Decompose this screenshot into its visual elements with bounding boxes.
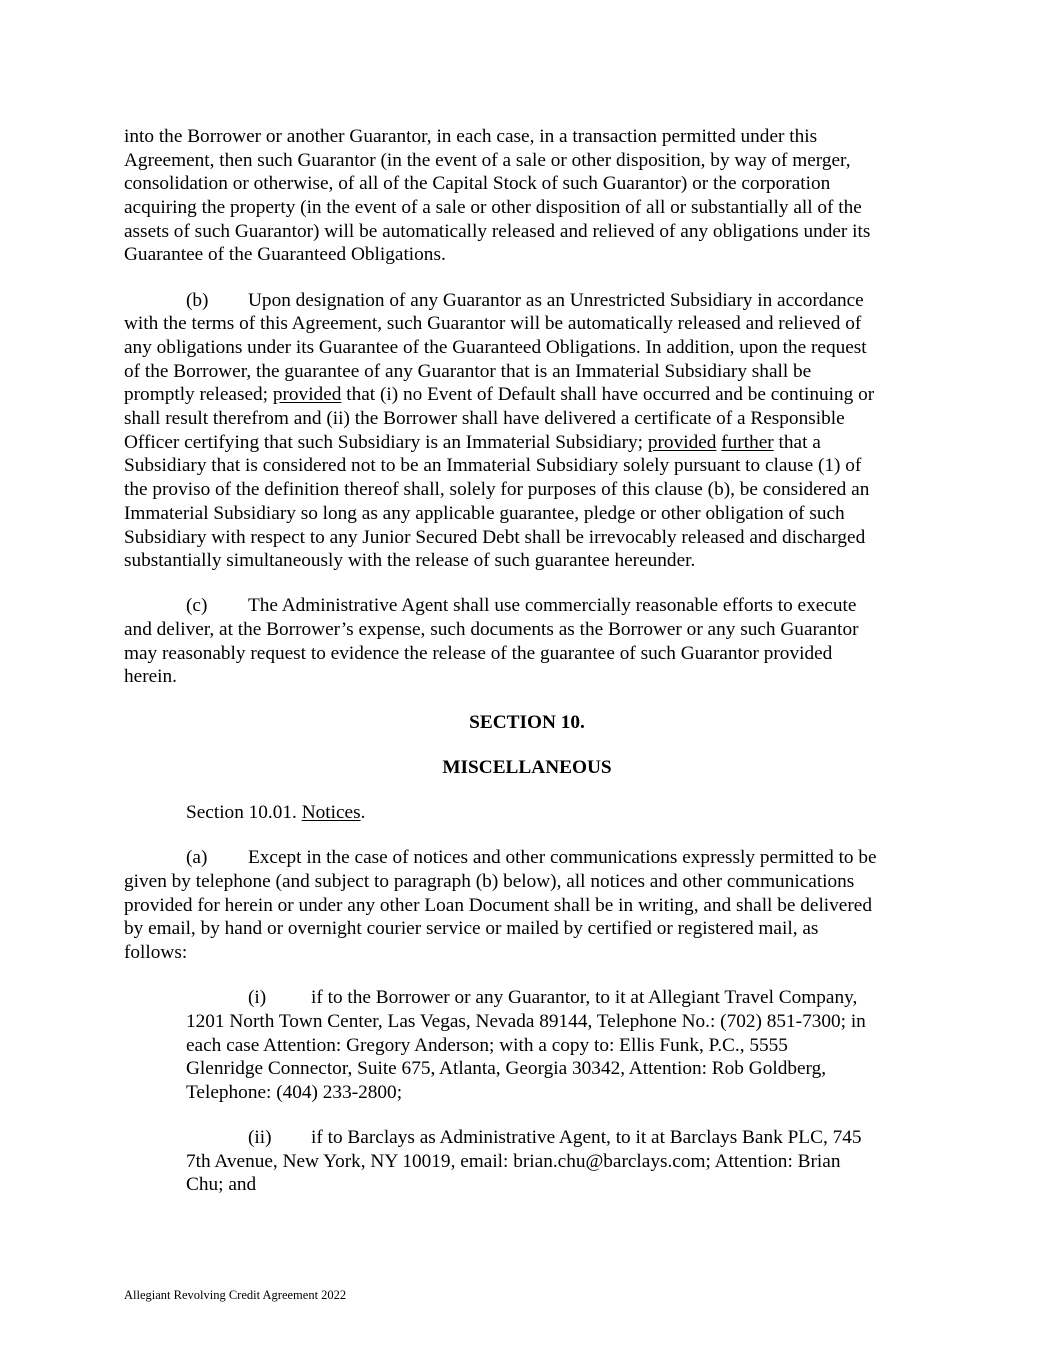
text-line — [124, 594, 944, 618]
text-line — [124, 454, 944, 478]
item-label: (c) — [186, 595, 208, 617]
line-text: if to Barclays as Administrative Agent, to it at Barclays Bank PLC, 745 — [311, 1127, 862, 1149]
line-text: shall result therefrom and (ii) the Borrower shall have delivered a certificate of a Responsible — [124, 408, 845, 430]
underlined-term: provided — [647, 431, 717, 453]
section-title — [124, 801, 944, 825]
line-text: that a — [773, 431, 821, 453]
line-text: may reasonably request to evidence the release of the guarantee of such Guarantor provided — [124, 642, 833, 664]
line-text: Agreement, then such Guarantor (in the event of a sale or other disposition, by way of merger, — [124, 149, 851, 171]
text-line — [124, 196, 944, 220]
document-body — [124, 125, 944, 1219]
text-line — [186, 1173, 944, 1197]
section-heading — [124, 756, 930, 780]
line-text: SECTION 10. — [469, 711, 585, 733]
text-line — [124, 478, 944, 502]
paragraph — [124, 846, 944, 964]
underlined-term: provided — [272, 384, 342, 406]
text-line — [186, 1150, 944, 1174]
text-line — [124, 243, 944, 267]
line-text: of the Borrower, the guarantee of any Guarantor that is an Immaterial Subsidiary shall be — [124, 360, 812, 382]
text-line — [124, 711, 930, 735]
line-text: Upon designation of any Guarantor as an Unrestricted Subsidiary in accordance — [248, 289, 864, 311]
text-line — [124, 172, 944, 196]
text-line — [124, 336, 944, 360]
text-line — [124, 894, 944, 918]
line-text: into the Borrower or another Guarantor, in each case, in a transaction permitted under this — [124, 126, 818, 147]
line-text: Subsidiary that is considered not to be an Immaterial Subsidiary solely pursuant to clause (1) of — [124, 455, 862, 477]
line-text: Officer certifying that such Subsidiary is an Immaterial Subsidiary; — [124, 431, 648, 453]
item-label: (b) — [186, 289, 209, 311]
text-line — [186, 1057, 944, 1081]
text-line — [124, 801, 944, 825]
line-text: that (i) no Event of Default shall have occurred and be continuing or — [341, 384, 875, 406]
line-text: with the terms of this Agreement, such Guarantor will be automatically released and relieved of — [124, 313, 862, 335]
text-line — [124, 407, 944, 431]
paragraph — [186, 986, 944, 1104]
line-text: assets of such Guarantor) will be automatically released and relieved of any obligations under its — [124, 220, 871, 242]
line-text: and deliver, at the Borrower’s expense, such documents as the Borrower or any such Guarantor — [124, 619, 859, 641]
line-text: Guarantee of the Guaranteed Obligations. — [124, 244, 446, 266]
text-line — [124, 549, 944, 573]
line-text: Chu; and — [186, 1174, 257, 1196]
text-line — [124, 756, 930, 780]
line-text: 1201 North Town Center, Las Vegas, Nevada 89144, Telephone No.: (702) 851-7300; in — [186, 1010, 866, 1032]
line-text: if to the Borrower or any Guarantor, to it at Allegiant Travel Company, — [311, 987, 858, 1009]
line-text: any obligations under its Guarantee of the Guaranteed Obligations. In addition, upon the request — [124, 337, 867, 358]
line-text: consolidation or otherwise, of all of the Capital Stock of such Guarantor) or the corporation — [124, 173, 831, 195]
line-text: promptly released; — [124, 384, 273, 406]
text-line — [124, 431, 944, 455]
text-line — [124, 360, 944, 384]
text-line — [124, 502, 944, 526]
text-line — [124, 665, 944, 689]
text-line — [124, 125, 944, 149]
paragraph — [124, 125, 944, 267]
line-text: acquiring the property (in the event of a sale or other disposition of all or substantially all of the — [124, 197, 862, 219]
text-line — [124, 149, 944, 173]
line-text: follows: — [124, 941, 188, 963]
underlined-term: Notices — [301, 802, 361, 823]
paragraph — [124, 594, 944, 689]
text-line — [124, 220, 944, 244]
line-text: by email, by hand or overnight courier service or mailed by certified or registered mail, as — [124, 918, 819, 940]
text-line — [124, 312, 944, 336]
line-text: The Administrative Agent shall use commercially reasonable efforts to execute — [248, 595, 857, 617]
text-line — [124, 941, 944, 965]
text-line — [124, 618, 944, 642]
line-text: Telephone: (404) 233-2800; — [186, 1081, 403, 1103]
line-text: provided for herein or under any other Loan Document shall be in writing, and shall be delivered — [124, 894, 872, 916]
text-line — [124, 526, 944, 550]
line-text: MISCELLANEOUS — [442, 756, 612, 778]
line-text: the proviso of the definition thereof shall, solely for purposes of this clause (b), be considered an — [124, 479, 870, 501]
line-text: 7th Avenue, New York, NY 10019, email: brian.chu@barclays.com; Attention: Brian — [186, 1150, 841, 1172]
line-text: Subsidiary with respect to any Junior Secured Debt shall be irrevocably released and discharged — [124, 526, 866, 548]
paragraph — [186, 1126, 944, 1197]
line-text: Immaterial Subsidiary so long as any applicable guarantee, pledge or other obligation of such — [124, 502, 845, 524]
underlined-term: further — [721, 431, 774, 453]
text-line — [124, 870, 944, 894]
line-text: Glenridge Connector, Suite 675, Atlanta, Georgia 30342, Attention: Rob Goldberg, — [186, 1058, 827, 1080]
page-footer: Allegiant Revolving Credit Agreement 2022 — [124, 1288, 347, 1302]
line-text: Except in the case of notices and other communications expressly permitted to be — [248, 847, 877, 869]
line-text: Section 10.01. — [186, 802, 302, 823]
text-line — [124, 642, 944, 666]
text-line — [186, 1126, 944, 1150]
text-line — [186, 1034, 944, 1058]
line-text: herein. — [124, 666, 177, 688]
text-line — [124, 917, 944, 941]
line-text: given by telephone (and subject to paragraph (b) below), all notices and other communications — [124, 870, 855, 892]
text-line — [186, 986, 944, 1010]
item-label: (ii) — [248, 1127, 272, 1149]
text-line — [124, 383, 944, 407]
text-line — [186, 1010, 944, 1034]
text-line — [186, 1081, 944, 1105]
item-label: (a) — [186, 847, 208, 869]
section-heading — [124, 711, 930, 735]
line-text: substantially simultaneously with the release of such guarantee hereunder. — [124, 550, 696, 572]
item-label: (i) — [248, 987, 267, 1009]
line-text: . — [360, 802, 366, 823]
paragraph — [124, 289, 944, 573]
text-line — [124, 289, 944, 313]
text-line — [124, 846, 944, 870]
line-text: each case Attention: Gregory Anderson; with a copy to: Ellis Funk, P.C., 5555 — [186, 1034, 788, 1056]
